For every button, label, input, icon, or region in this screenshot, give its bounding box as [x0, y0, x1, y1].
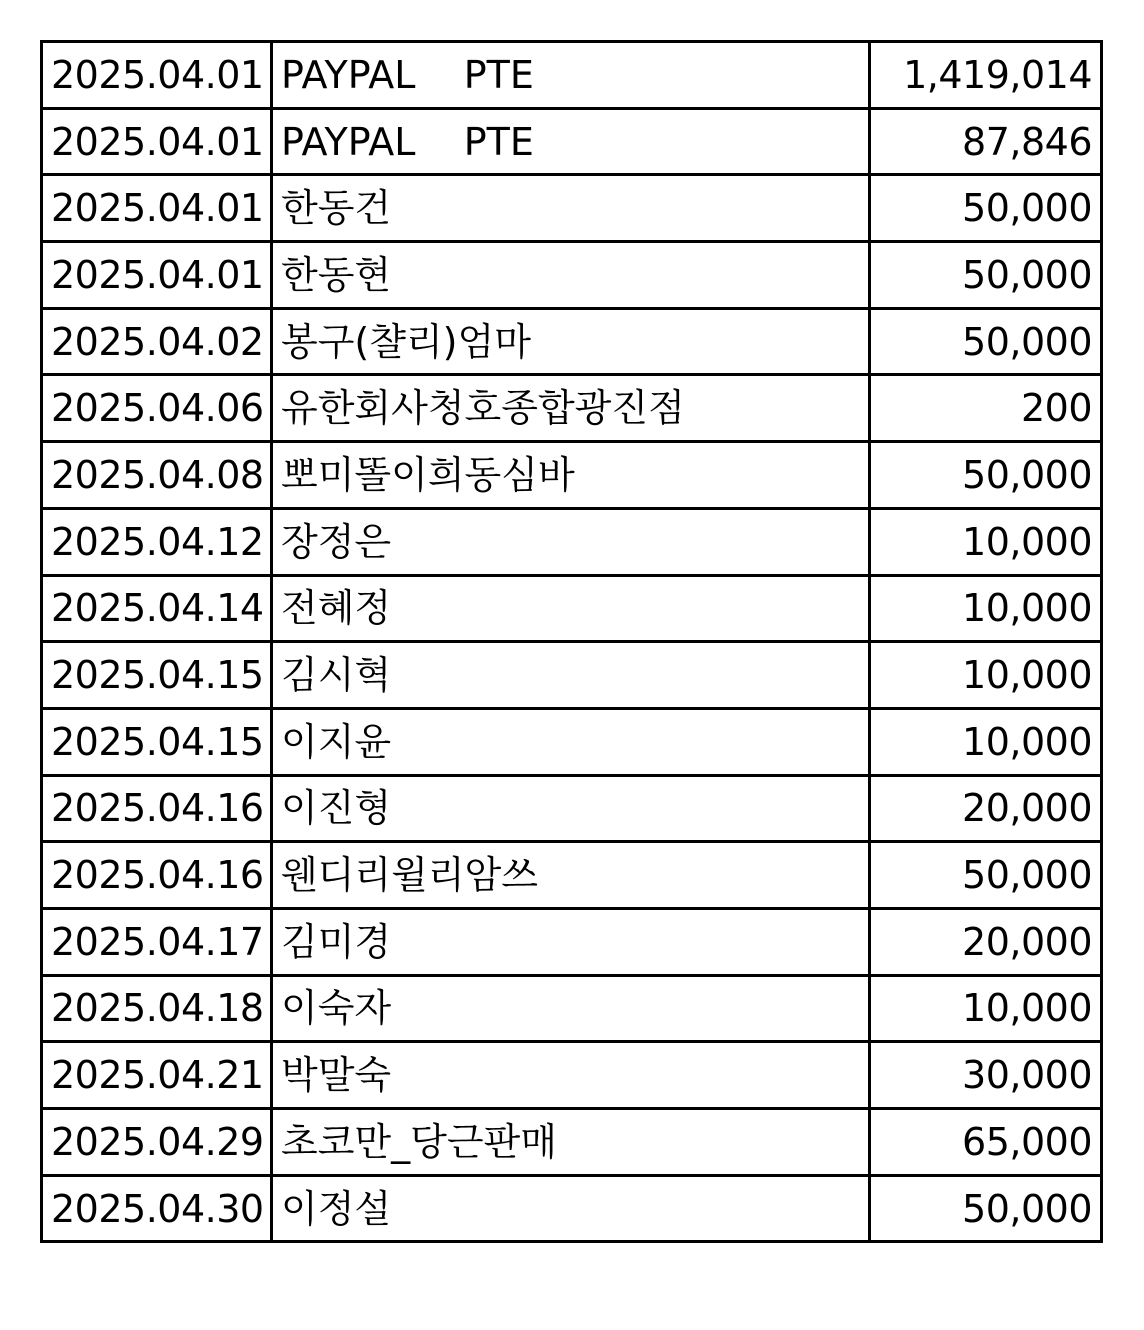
date-cell: 2025.04.15 — [42, 642, 272, 709]
date-cell: 2025.04.18 — [42, 975, 272, 1042]
payer-name-cell: PAYPAL PTE — [272, 42, 870, 109]
table-row — [42, 242, 1102, 309]
amount-cell: 50,000 — [870, 175, 1102, 242]
table-row — [42, 1175, 1102, 1242]
table-row — [42, 508, 1102, 575]
table-row — [42, 1042, 1102, 1109]
date-cell: 2025.04.14 — [42, 575, 272, 642]
date-cell: 2025.04.01 — [42, 42, 272, 109]
table-row — [42, 842, 1102, 909]
payer-name-cell: 전혜정 — [272, 575, 870, 642]
payer-name-cell: 이숙자 — [272, 975, 870, 1042]
payer-name-cell: 이정설 — [272, 1175, 870, 1242]
amount-cell: 20,000 — [870, 908, 1102, 975]
table-row — [42, 575, 1102, 642]
payer-name-cell: 박말숙 — [272, 1042, 870, 1109]
table-row — [42, 975, 1102, 1042]
table-row — [42, 108, 1102, 175]
date-cell: 2025.04.30 — [42, 1175, 272, 1242]
table-row — [42, 1109, 1102, 1176]
payer-name-cell: 장정은 — [272, 508, 870, 575]
table-row — [42, 775, 1102, 842]
transaction-table — [40, 40, 1103, 1243]
payer-name-cell: 이진형 — [272, 775, 870, 842]
amount-cell: 30,000 — [870, 1042, 1102, 1109]
payer-name-cell: 뽀미똘이희동심바 — [272, 442, 870, 509]
amount-cell: 10,000 — [870, 975, 1102, 1042]
date-cell: 2025.04.16 — [42, 842, 272, 909]
table-row — [42, 642, 1102, 709]
amount-cell: 50,000 — [870, 308, 1102, 375]
amount-cell: 10,000 — [870, 708, 1102, 775]
date-cell: 2025.04.12 — [42, 508, 272, 575]
date-cell: 2025.04.29 — [42, 1109, 272, 1176]
table-row — [42, 308, 1102, 375]
table-row — [42, 908, 1102, 975]
date-cell: 2025.04.21 — [42, 1042, 272, 1109]
date-cell: 2025.04.08 — [42, 442, 272, 509]
amount-cell: 10,000 — [870, 575, 1102, 642]
payer-name-cell: 웬디리윌리암쓰 — [272, 842, 870, 909]
amount-cell: 1,419,014 — [870, 42, 1102, 109]
payer-name-cell: 유한회사청호종합광진점 — [272, 375, 870, 442]
date-cell: 2025.04.16 — [42, 775, 272, 842]
date-cell: 2025.04.01 — [42, 175, 272, 242]
payer-name-cell: 김시혁 — [272, 642, 870, 709]
date-cell: 2025.04.01 — [42, 242, 272, 309]
payer-name-cell: 한동건 — [272, 175, 870, 242]
amount-cell: 50,000 — [870, 442, 1102, 509]
payer-name-cell: 이지윤 — [272, 708, 870, 775]
amount-cell: 10,000 — [870, 508, 1102, 575]
amount-cell: 50,000 — [870, 242, 1102, 309]
payer-name-cell: 김미경 — [272, 908, 870, 975]
amount-cell: 50,000 — [870, 1175, 1102, 1242]
table-row — [42, 42, 1102, 109]
amount-cell: 10,000 — [870, 642, 1102, 709]
transaction-table-body — [42, 42, 1102, 1242]
amount-cell: 87,846 — [870, 108, 1102, 175]
date-cell: 2025.04.15 — [42, 708, 272, 775]
date-cell: 2025.04.01 — [42, 108, 272, 175]
payer-name-cell: 봉구(챨리)엄마 — [272, 308, 870, 375]
table-row — [42, 375, 1102, 442]
date-cell: 2025.04.17 — [42, 908, 272, 975]
payer-name-cell: 초코만_당근판매 — [272, 1109, 870, 1176]
date-cell: 2025.04.06 — [42, 375, 272, 442]
payer-name-cell: PAYPAL PTE — [272, 108, 870, 175]
table-row — [42, 708, 1102, 775]
amount-cell: 20,000 — [870, 775, 1102, 842]
date-cell: 2025.04.02 — [42, 308, 272, 375]
amount-cell: 200 — [870, 375, 1102, 442]
table-row — [42, 442, 1102, 509]
payer-name-cell: 한동현 — [272, 242, 870, 309]
amount-cell: 50,000 — [870, 842, 1102, 909]
amount-cell: 65,000 — [870, 1109, 1102, 1176]
table-row — [42, 175, 1102, 242]
